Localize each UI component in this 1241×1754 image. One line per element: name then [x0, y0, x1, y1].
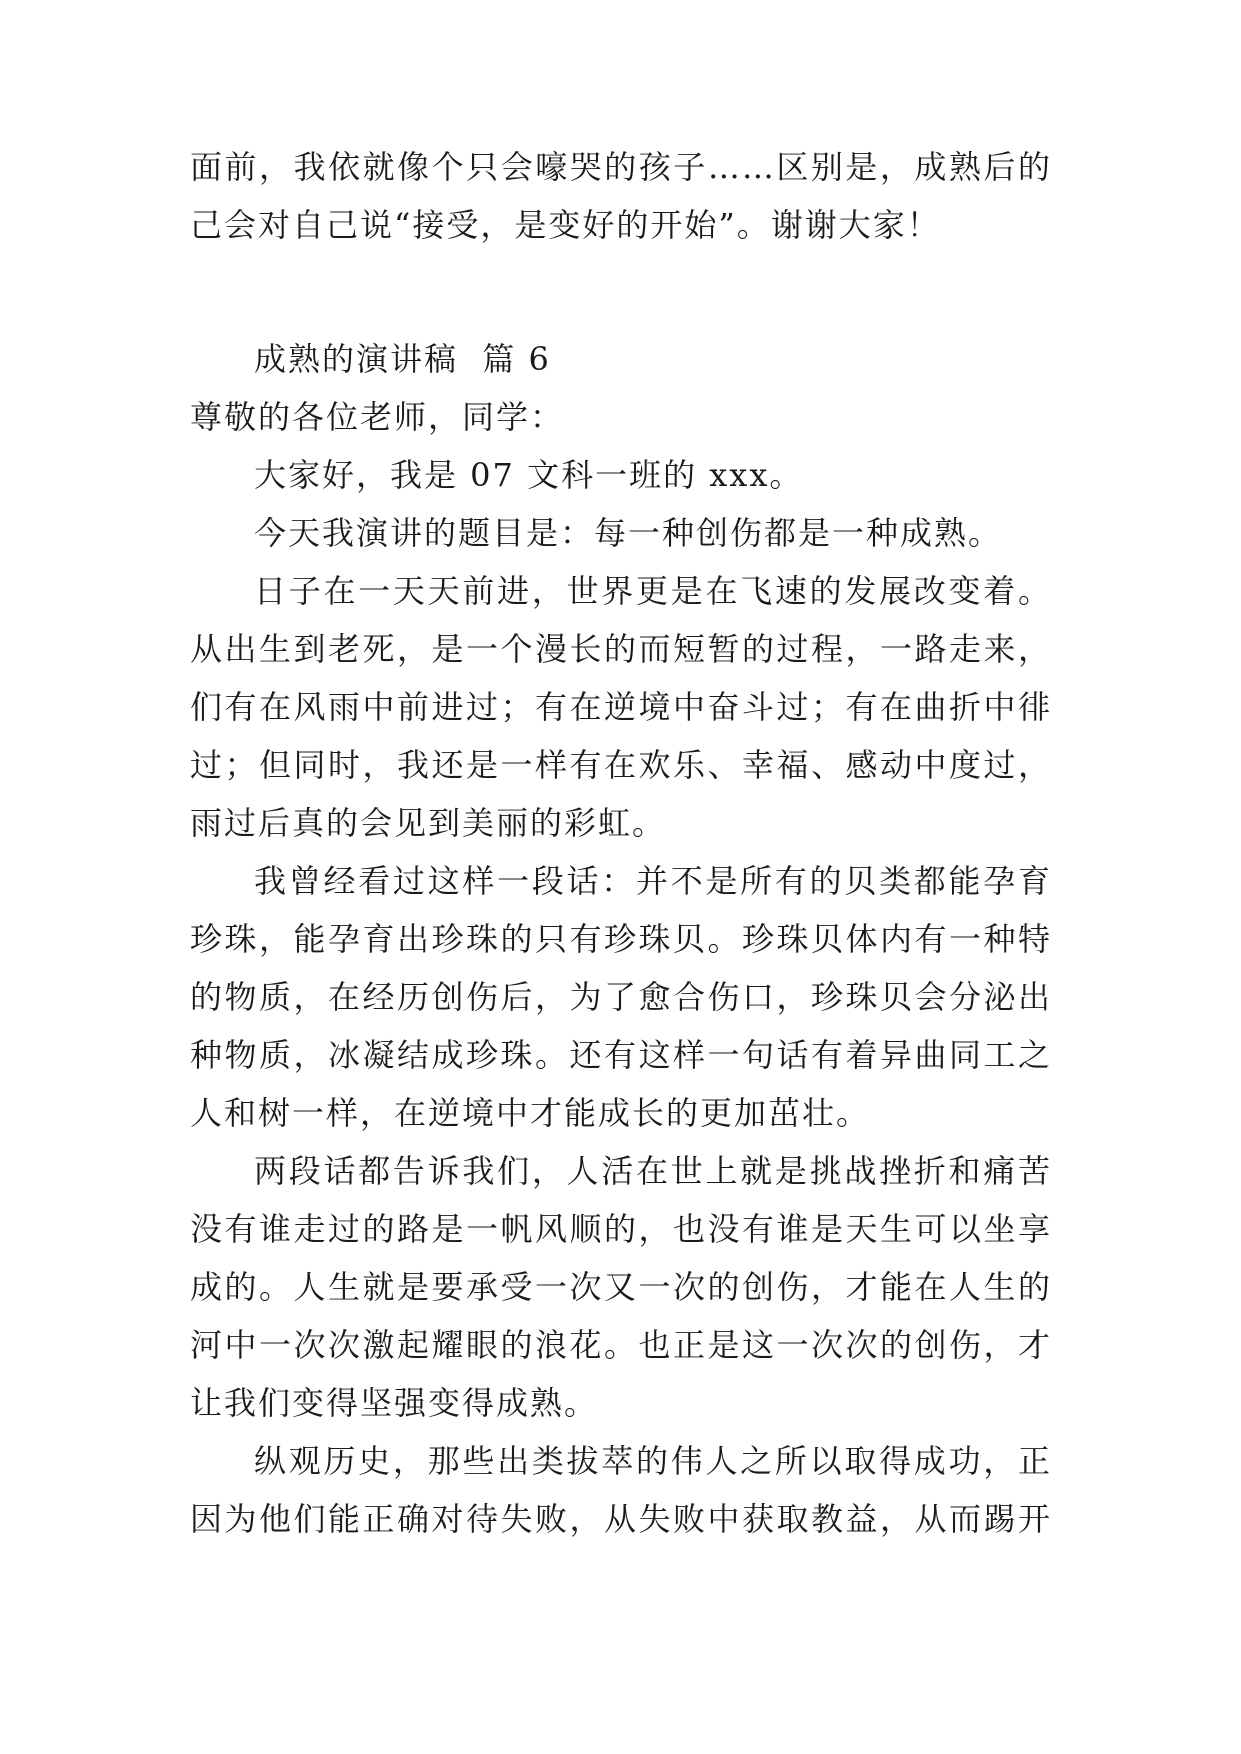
intro-paragraph: [190, 138, 1052, 254]
greeting: [190, 388, 1052, 446]
text-line: 两段话都告诉我们，人活在世上就是挑战挫折和痛苦: [254, 1152, 1052, 1190]
text-line: 日子在一天天前进，世界更是在飞速的发展改变着。: [254, 572, 1052, 610]
text-line: 河中一次次激起耀眼的浪花。也正是这一次次的创伤，才: [190, 1326, 1052, 1364]
paragraph-2: [190, 852, 1052, 1142]
text-line: 从出生到老死，是一个漫长的而短暂的过程，一路走来，: [190, 630, 1052, 668]
section-heading: 成熟的演讲稿 篇 6: [254, 340, 551, 378]
text-line: 今天我演讲的题目是：每一种创伤都是一种成熟。: [254, 514, 1003, 552]
paragraph-4: [190, 1432, 1052, 1548]
text-line: 的物质，在经历创伤后，为了愈合伤口，珍珠贝会分泌出: [190, 978, 1052, 1016]
topic: [190, 504, 1052, 562]
text-line: 己会对自己说“接受，是变好的开始”。谢谢大家！: [190, 206, 941, 244]
text-line: 让我们变得坚强变得成熟。: [190, 1384, 599, 1422]
paragraph-1: [190, 562, 1052, 852]
paragraph-3: [190, 1142, 1052, 1432]
text-line: 因为他们能正确对待失败，从失败中获取教益，从而踢开: [190, 1500, 1052, 1538]
greeting-line: 尊敬的各位老师，同学：: [190, 398, 565, 436]
text-line: 们有在风雨中前进过；有在逆境中奋斗过；有在曲折中徘: [190, 688, 1052, 726]
text-line: 过；但同时，我还是一样有在欢乐、幸福、感动中度过，: [190, 746, 1052, 784]
text-line: 纵观历史，那些出类拔萃的伟人之所以取得成功，正: [254, 1442, 1052, 1480]
text-line: 我曾经看过这样一段话：并不是所有的贝类都能孕育: [254, 862, 1052, 900]
text-line: 成的。人生就是要承受一次又一次的创伤，才能在人生的: [190, 1268, 1052, 1306]
text-line: 没有谁走过的路是一帆风顺的，也没有谁是天生可以坐享: [190, 1210, 1052, 1248]
text-line: 珍珠，能孕育出珍珠的只有珍珠贝。珍珠贝体内有一种特: [190, 920, 1052, 958]
text-line: 种物质，冰凝结成珍珠。还有这样一句话有着异曲同工之: [190, 1036, 1052, 1074]
text-line: 雨过后真的会见到美丽的彩虹。: [190, 804, 667, 842]
self-intro: [190, 446, 1052, 504]
text-line: 人和树一样，在逆境中才能成长的更加茁壮。: [190, 1094, 871, 1132]
text-line: 面前，我依就像个只会嚎哭的孩子……区别是，成熟后的: [190, 148, 1052, 186]
text-line: 大家好，我是 07 文科一班的 xxx。: [254, 456, 804, 494]
